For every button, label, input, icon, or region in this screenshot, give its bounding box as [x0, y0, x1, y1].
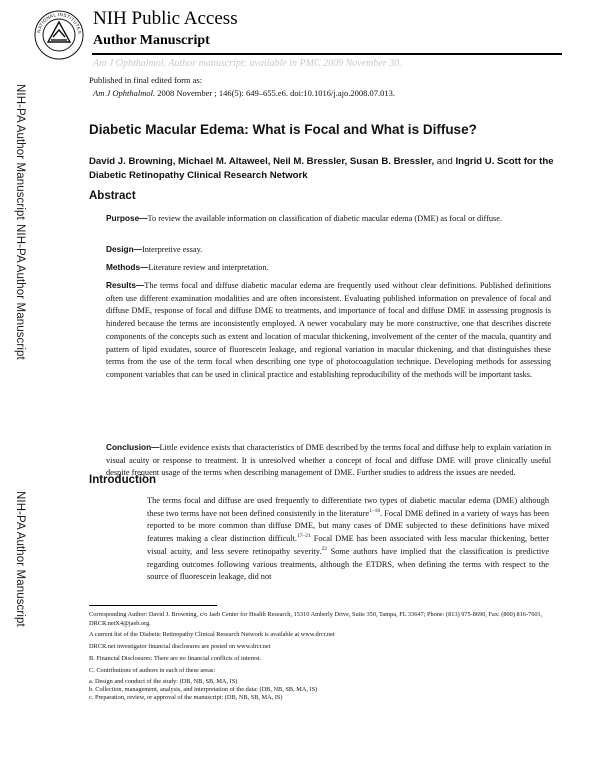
article-title: Diabetic Macular Edema: What is Focal and What is Diffuse? [89, 122, 477, 137]
citation [93, 88, 395, 98]
design-label: Design— [106, 244, 142, 254]
intro-text-1: The terms focal and diffuse are used frequently to differentiate two types of diabetic macular edema (DME) although these two terms have not been defined consistently in the literature [147, 496, 549, 518]
nih-seal-logo [34, 10, 84, 60]
authors-last: Ingrid U. Scott for the Diabetic Retinopathy Clinical Research Network [89, 156, 554, 181]
footnote-contribution-c: c. Preparation, review, or approval of the manuscript: (DB, NB, SB, MA, IS) [89, 694, 283, 701]
introduction-paragraph [147, 495, 549, 584]
abstract-results [106, 279, 551, 382]
citation-ref-1: 1–16 [369, 507, 381, 514]
footnote-corresponding-author: Corresponding Author: David J. Browning, c/o Jaeb Center for Health Research, 15310 Amberly Drive, Suite 350, Tampa, FL 33647; Phone: (813) 975-8690, Fax: (800) 816-7601, DRCR.netX4@jaeb.org. [89, 611, 543, 627]
side-banner-top [11, 84, 29, 220]
authors-and: and [434, 156, 456, 167]
results-label: Results— [106, 280, 145, 290]
author-list [89, 155, 565, 183]
journal-availability-line: Am J Ophthalmol. Author manuscript; available in PMC 2009 November 30. [93, 58, 402, 69]
citation-ref-3: 22 [321, 546, 328, 553]
authors-first: David J. Browning, Michael M. Altaweel, Neil M. Bressler, Susan B. Bressler, [89, 156, 435, 167]
abstract-heading: Abstract [89, 190, 136, 202]
results-text: The terms focal and diffuse diabetic macular edema are frequently used without clear definitions. Published definitions often use different examination modalities and are often inconsistent. Evaluating published information on prevalence of focal and diffuse DME, response of focal and diffuse DME to treatments, and importance of focal and diffuse DME in assessing prognosis is hindered because the terms are inconsistently employed. A newer vocabulary may be more constructive, one that describes discrete components of the concepts such as extent and location of macular thickening, involvement of the center of the macula, quantity and pattern of lipid exudates, source of fluorescein leakage, and regional variation in macular thickening, and that distinguishes these terms from the use of the term focal when describing one type of photocoagulation technique. Developing methods for assessing component variables that can be used in clinical practice and establishing reproducibility of the methods will be important tasks. [106, 281, 551, 379]
footnote-contribution-b: b. Collection, management, analysis, and interpretation of the data: (DB, NB, SB, MA, IS) [89, 686, 318, 693]
footnote-financial: B. Financial Disclosures: There are no financial conflicts of interest. [89, 655, 262, 662]
header-divider [92, 53, 562, 55]
side-banner-text: NIH-PA Author Manuscript [14, 491, 26, 627]
published-label: Published in final edited form as: [89, 75, 203, 85]
introduction-heading: Introduction [89, 474, 157, 486]
side-banner-text: NIH-PA Author Manuscript [14, 224, 26, 360]
side-banner-middle [11, 224, 29, 360]
conclusion-text: Little evidence exists that characteristics of DME described by the terms focal and diffuse help to explain variation in visual acuity or response to treatment. It is unresolved whether a concept of focal and diffuse DME will prove clinically useful despite frequent usage of the terms when describing management of DME. Further studies to address the issues are needed. [106, 443, 551, 478]
purpose-label: Purpose— [106, 213, 148, 223]
footnote-contributions: C. Contributions of authors in each of these areas: [89, 667, 216, 674]
design-text: Interpretive essay. [141, 245, 203, 254]
citation-journal: Am J Ophthalmol. [93, 88, 156, 98]
side-banner-bottom [11, 491, 29, 627]
author-manuscript-subtitle: Author Manuscript [93, 33, 210, 48]
side-banner-text: NIH-PA Author Manuscript [14, 84, 26, 220]
intro-text-3: Focal DME has been associated with less macular thickening, better visual acuity, and less severe retinopathy severity. [147, 534, 549, 556]
citation-details: 2008 November ; 146(5): 649–655.e6. doi:10.1016/j.ajo.2008.07.013. [155, 88, 395, 98]
footnote-disclosures: DRCR.net investigator financial disclosures are posted on www.drcr.net [89, 643, 271, 650]
abstract-purpose [106, 212, 551, 226]
nih-public-access-title: NIH Public Access [93, 8, 238, 29]
methods-text: Literature review and interpretation. [148, 263, 269, 272]
citation-ref-2: 17–21 [296, 533, 311, 540]
footnote-network-list: A current list of the Diabetic Retinopathy Clinical Research Network is available at www.drcr.net [89, 631, 335, 638]
abstract-design [106, 243, 551, 257]
svg-text:NATIONAL INSTITUTES OF HEALTH: NATIONAL INSTITUTES [36, 11, 83, 35]
footnote-contribution-a: a. Design and conduct of the study: (DB, NB, SB, MA, IS) [89, 678, 238, 685]
methods-label: Methods— [106, 262, 149, 272]
abstract-methods [106, 261, 551, 275]
intro-text-2: . Focal DME defined in a variety of ways has been reported to be more common than diffuse DME, but many cases of DME subjected to these definitions have mixed features making a clear distinction difficult. [147, 508, 549, 544]
purpose-text: To review the available information on classification of diabetic macular edema (DME) as focal or diffuse. [147, 214, 503, 223]
abstract-conclusion [106, 441, 551, 480]
conclusion-label: Conclusion— [106, 442, 160, 452]
intro-text-4: Some authors have implied that the classification is predictive regarding outcomes following various treatments, although the ETDRS, when defining the terms with respect to the source of fluorescein leakage, did not [147, 546, 549, 582]
footnote-divider [89, 605, 217, 606]
